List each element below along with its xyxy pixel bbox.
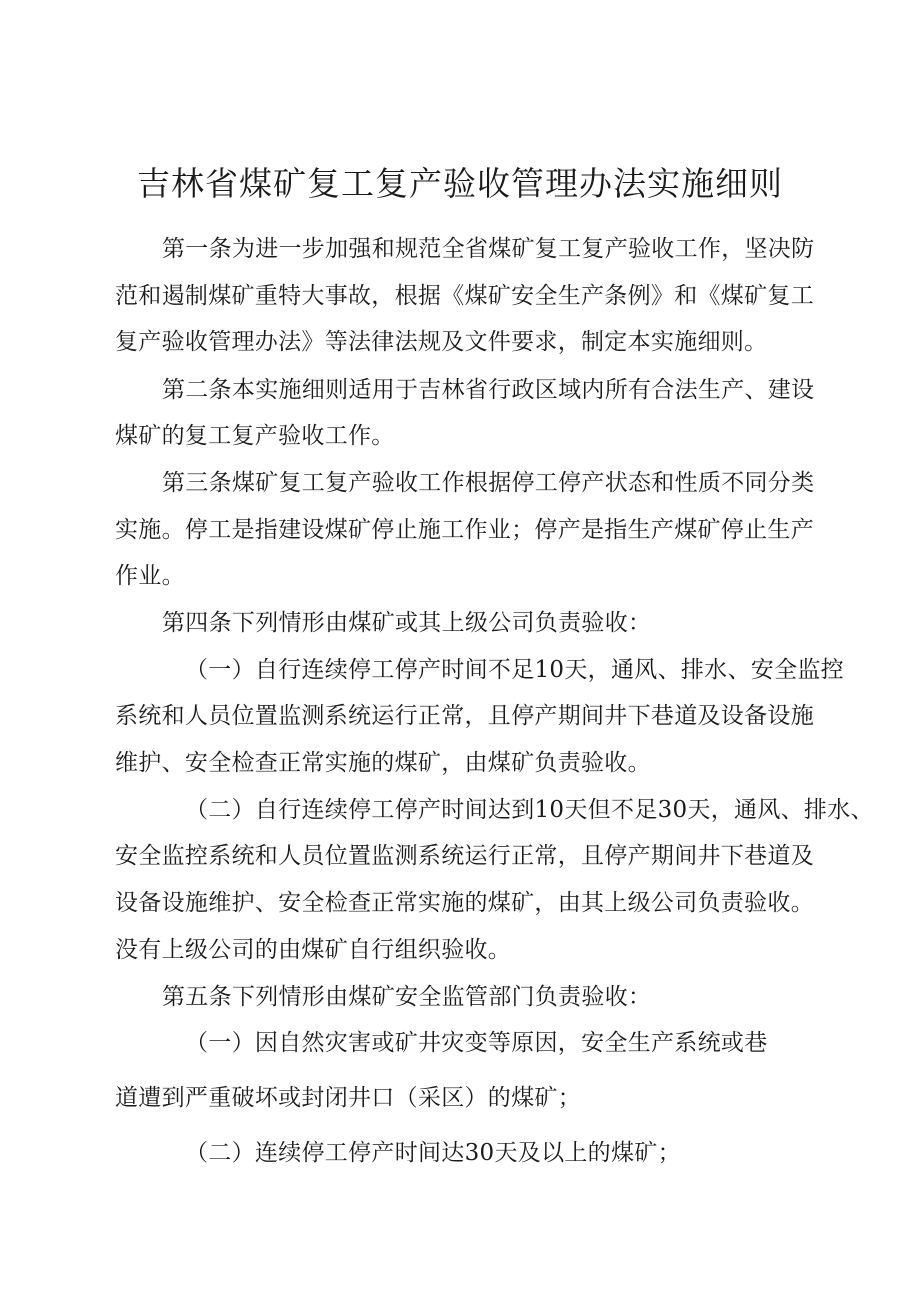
article-3-line-2: 实施。停工是指建设煤矿停止施工作业；停产是指生产煤矿停止生产 <box>115 517 814 543</box>
article-5-item-1-line-2: 道遭到严重破坏或封闭井口（采区）的煤矿； <box>115 1085 581 1111</box>
article-4-item-1-line-2: 系统和人员位置监测系统运行正常，且停产期间井下巷道及设备设施 <box>115 703 814 729</box>
article-4-item-2-line-1: （二）自行连续停工停产时间达到10天但不足30天，通风、排水、 <box>185 797 874 823</box>
article-2-line-2: 煤矿的复工复产验收工作。 <box>115 423 395 449</box>
article-4-item-2-line-3: 设备设施维护、安全检查正常实施的煤矿，由其上级公司负责验收。 <box>115 890 814 916</box>
article-4-item-1-line-1: （一）自行连续停工停产时间不足10天，通风、排水、安全监控 <box>185 657 844 683</box>
article-2-line-1: 第二条本实施细则适用于吉林省行政区域内所有合法生产、建设 <box>162 377 815 403</box>
article-5-item-1-line-1: （一）因自然灾害或矿井灾变等原因，安全生产系统或巷 <box>185 1030 768 1056</box>
article-4-item-1-line-3: 维护、安全检查正常实施的煤矿，由煤矿负责验收。 <box>115 750 651 776</box>
article-5-item-2-line-1: （二）连续停工停产时间达30天及以上的煤矿； <box>185 1140 681 1166</box>
document-title: 吉林省煤矿复工复产验收管理办法实施细则 <box>137 164 783 203</box>
article-4-item-2-line-2: 安全监控系统和人员位置监测系统运行正常，且停产期间井下巷道及 <box>115 843 814 869</box>
article-1-line-2: 范和遏制煤矿重特大事故，根据《煤矿安全生产条例》和《煤矿复工 <box>115 283 814 309</box>
article-3-line-3: 作业。 <box>115 563 185 589</box>
article-5-line-1: 第五条下列情形由煤矿安全监管部门负责验收： <box>162 984 652 1010</box>
article-1-line-3: 复产验收管理办法》等法律法规及文件要求，制定本实施细则。 <box>115 329 768 355</box>
article-4-line-1: 第四条下列情形由煤矿或其上级公司负责验收： <box>162 610 652 636</box>
article-1-line-1: 第一条为进一步加强和规范全省煤矿复工复产验收工作，坚决防 <box>162 236 815 262</box>
article-3-line-1: 第三条煤矿复工复产验收工作根据停工停产状态和性质不同分类 <box>162 470 815 496</box>
article-4-item-2-line-4: 没有上级公司的由煤矿自行组织验收。 <box>115 937 512 963</box>
